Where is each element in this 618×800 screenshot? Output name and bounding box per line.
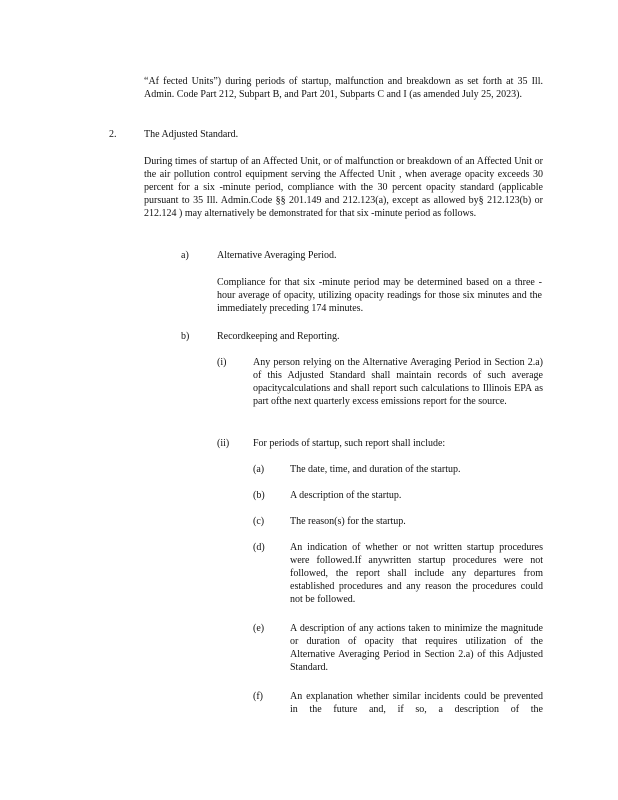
subitem-e-body: A description of any actions taken to minimize the magnitude or duration of opacity that requires utilization of the Alternative Averaging Period in Section 2.a) of this Adjusted Standard. (290, 623, 543, 673)
section-body: During times of startup of an Affected Unit, or of malfunction or breakdown of an Affected Unit or the air pollution control equipment serving the Affected Unit , when average opacity exceeds 30 percent for a six -minute period, compliance with the 30 percent opacity standard (applicable pursuant to 35 Ill. Admin.Code §§ 201.149 and 212.123(a), except as allowed by§ 212.123(b) or 212.124 ) may alternatively be demonstrated for that six -minute period as follows. (144, 156, 543, 219)
item-a-heading: Alternative Averaging Period. (217, 250, 337, 261)
item-b-i-body: Any person relying on the Alternative Averaging Period in Section 2.a) of this Adjusted Standard shall maintain records of such average opacitycalculations and shall report such calculations to Illinois EPA as part ofthe next quarterly excess emissions report for the source. (253, 357, 543, 407)
item-b-heading: Recordkeeping and Reporting. (217, 331, 340, 342)
intro-paragraph: “Af fected Units”) during periods of startup, malfunction and breakdown as set forth at 35 Ill. Admin. Code Part 212, Subpart B, and Part 201, Subparts C and I (as amended July 25, 2023). (144, 76, 543, 100)
subitem-f-label: (f) (253, 691, 263, 702)
subitem-d-label: (d) (253, 542, 265, 553)
subitem-f-body: An explanation whether similar incidents could be prevented in the future and, if so, a description of the (290, 691, 543, 715)
section-heading: The Adjusted Standard. (144, 129, 239, 140)
subitem-d-body: An indication of whether or not written startup procedures were followed.If anywritten startup procedures were not followed, the report shall include any departures from established procedures and any reason the procedures could not be followed. (290, 542, 543, 605)
item-a-body: Compliance for that six -minute period may be determined based on a three -hour average of opacity, utilizing opacity readings for those six minutes and the immediately preceding 174 minutes. (217, 277, 542, 314)
item-b-ii-label: (ii) (217, 438, 230, 449)
item-b-label: b) (181, 331, 190, 342)
item-a-label: a) (181, 250, 189, 261)
item-b-ii-body: For periods of startup, such report shall include: (253, 438, 446, 449)
section-number: 2. (109, 129, 117, 140)
item-b-i-label: (i) (217, 357, 227, 368)
subitem-c-body: The reason(s) for the startup. (290, 516, 406, 527)
subitem-c-label: (c) (253, 516, 265, 527)
subitem-e-label: (e) (253, 623, 265, 634)
subitem-a-body: The date, time, and duration of the startup. (290, 464, 461, 475)
subitem-a-label: (a) (253, 464, 265, 475)
subitem-b-label: (b) (253, 490, 265, 501)
subitem-b-body: A description of the startup. (290, 490, 402, 501)
